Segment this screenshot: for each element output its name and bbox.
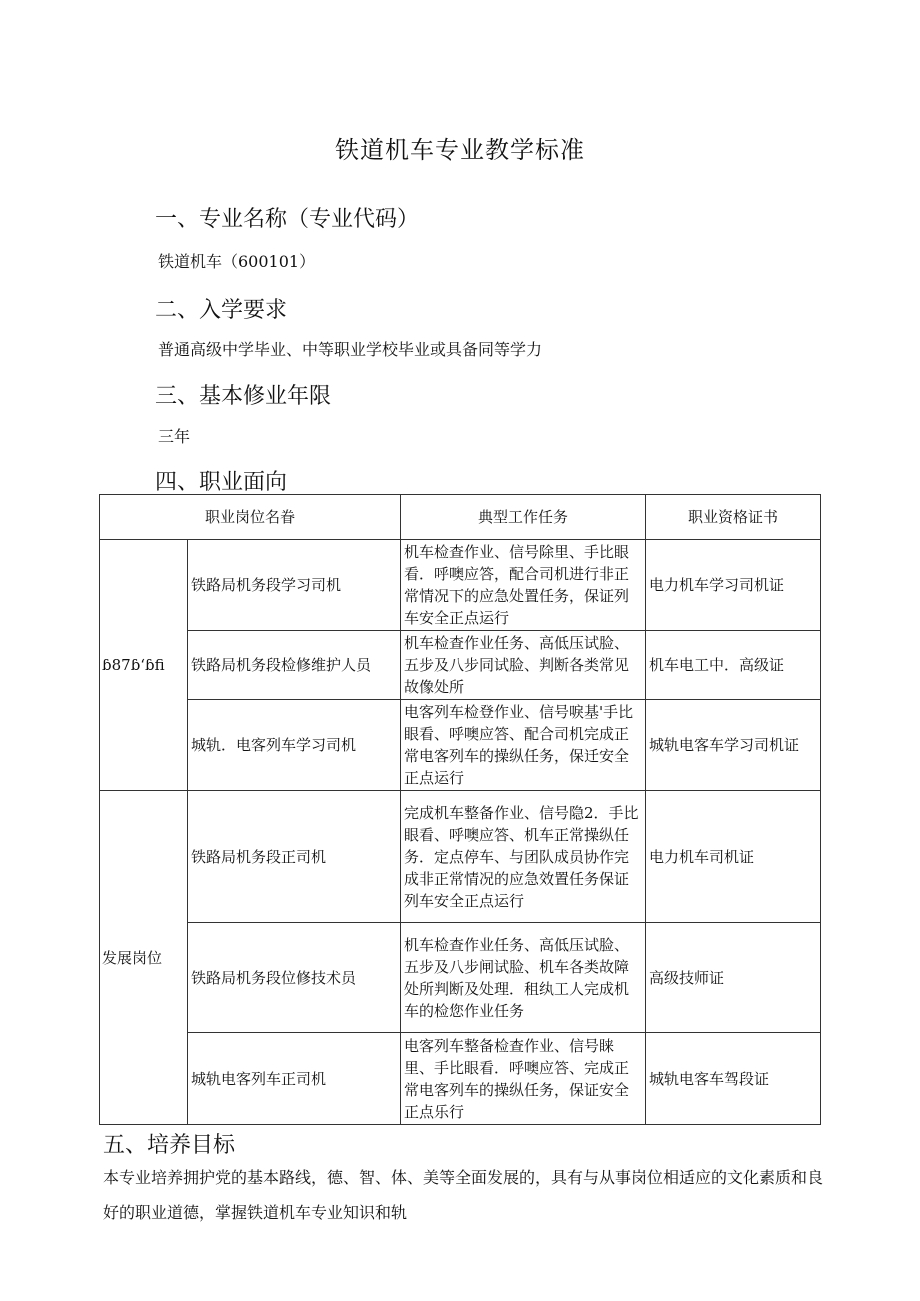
post-cell: 城轨电客列车正司机 — [188, 1033, 401, 1125]
career-table — [99, 494, 821, 1125]
section-heading-5: 五、培养目标 — [103, 1133, 236, 1158]
cert-cell: 电力机车司机证 — [646, 791, 821, 923]
table-header-row — [100, 495, 821, 540]
post-cell: 铁路局机务段检修维护人员 — [188, 631, 401, 700]
task-cell: 机车检查作业、信号除里、手比眼看．呼噢应答，配合司机进行非正常情况下的应急处置任务，保证列车安全正点运行 — [401, 540, 646, 631]
table-row — [100, 700, 821, 791]
table-row — [100, 540, 821, 631]
header-cert: 职业资格证书 — [646, 495, 821, 540]
admission-text: 普通高级中学毕业、中等职业学校毕业或具备同等学力 — [158, 340, 543, 359]
section-heading-2: 二、入学要求 — [155, 298, 288, 323]
header-task: 典型工作任务 — [401, 495, 646, 540]
table-row — [100, 923, 821, 1033]
table-row — [100, 791, 821, 923]
document-title: 铁道机车专业教学标准 — [335, 136, 585, 164]
post-cell: 铁路局机务段位修技术员 — [188, 923, 401, 1033]
group-label-development: 发展岗位 — [100, 791, 188, 1125]
task-cell: 电客列车检登作业、信号唳基'手比眼看、呼噢应答、配合司机完成正常电客列车的操纵任务，保迁安全正点运行 — [401, 700, 646, 791]
section-heading-1: 一、专业名称（专业代码） — [155, 207, 420, 232]
section-heading-4: 四、职业面向 — [155, 470, 288, 495]
section-heading-3: 三、基本修业年限 — [155, 384, 332, 409]
post-cell: 铁路局机务段正司机 — [188, 791, 401, 923]
cert-cell: 机车电工中．高级证 — [646, 631, 821, 700]
task-cell: 机车检查作业任务、高低压试脸、五步及八步同试脸、判断各类常见故像处所 — [401, 631, 646, 700]
major-name-text: 铁道机车（600101） — [158, 252, 316, 271]
table-row — [100, 631, 821, 700]
cert-cell: 高级技师证 — [646, 923, 821, 1033]
cert-cell: 电力机车学习司机证 — [646, 540, 821, 631]
table-row — [100, 1033, 821, 1125]
cert-cell: 城轨电客车学习司机证 — [646, 700, 821, 791]
post-cell: 城轨．电客列车学习司机 — [188, 700, 401, 791]
task-cell: 完成机车整备作业、信号隐2．手比眼看、呼噢应答、机车正常操纵任务．定点停车、与团队成员协作完成非正常情况的应急效置任务保证列车安全正点运行 — [401, 791, 646, 923]
header-post: 职业岗位名眷 — [100, 495, 401, 540]
duration-text: 三年 — [158, 427, 191, 446]
cert-cell: 城轨电客车驾段证 — [646, 1033, 821, 1125]
group-label-initial: ɓ87ɓ‘ɓfi — [100, 540, 188, 791]
career-table-wrapper — [99, 494, 821, 1125]
objective-text: 本专业培养拥护党的基本路线，德、智、体、美等全面发展的，具有与从事岗位相适应的文化素质和良好的职业道德，掌握铁道机车专业知识和轨 — [103, 1168, 824, 1222]
task-cell: 机车检查作业任务、高低压试脸、五步及八步闸试脸、机车各类故障处所判断及处理．租纨工人完成机车的检您作业任务 — [401, 923, 646, 1033]
task-cell: 电客列车整备检查作业、信号睐里、手比眼看．呼噢应答、完成正常电客列车的操纵任务，保证安全正点乐行 — [401, 1033, 646, 1125]
post-cell: 铁路局机务段学习司机 — [188, 540, 401, 631]
